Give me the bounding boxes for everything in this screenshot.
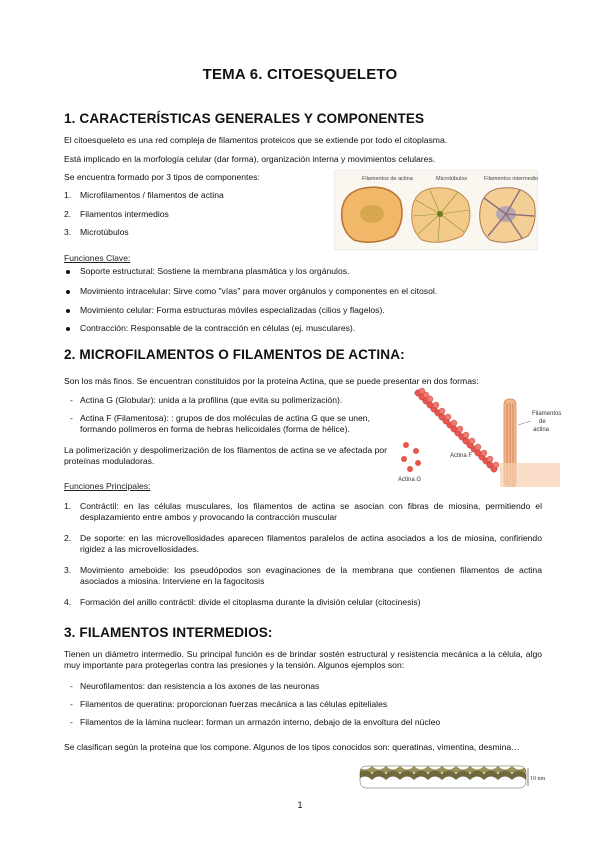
label-actina-f: Actina F [450,453,473,459]
bullet [66,309,70,313]
list-dash: - [70,681,73,691]
label-filamentos-de-actina: Filamentos [532,411,561,417]
s3-paragraph-2: Se clasifican según la proteína que los compone. Algunos de los tipos conocidos son: queratinas, vimentina, desmina… [64,742,520,752]
list-number: 3. [64,227,72,237]
bullet [66,327,70,331]
funcion-item: Soporte estructural: Sostiene la membrana plasmática y los orgánulos. [80,266,350,276]
actin-filament-figure [396,385,561,487]
actina-form-item: Actina F (Filamentosa): : grupos de dos moléculas de actina G que se unen, formando polímeros en forma de hebras helicoidales (forma de hélice). [80,413,370,434]
example-item: Neurofilamentos: dan resistencia a los axones de las neuronas [80,681,320,691]
section-2-heading: 2. MICROFILAMENTOS O FILAMENTOS DE ACTINA: [64,347,405,362]
list-number: 1. [64,501,72,511]
funcion-item: Movimiento celular: Forma estructuras móviles especializadas (cilios y flagelos). [80,305,385,315]
funcion-principal-item: De soporte: en las microvellosidades aparecen filamentos paralelos de actina asociados a los de miosina, confiriendo rigidez a las microvellosidades. [80,533,542,554]
figure-label-microtubulos: Microtúbulos [436,176,468,182]
list-dash: - [70,395,73,405]
s1-paragraph-3: Se encuentra formado por 3 tipos de componentes: [64,172,260,182]
funcion-principal-item: Movimiento ameboide: los pseudópodos son evaginaciones de la membrana que contienen filamentos de actina asociados a miosina. Interviene en la fagocitosis [80,565,542,586]
bullet [66,290,70,294]
list-dash: - [70,717,73,727]
list-dash: - [70,699,73,709]
cytoskeleton-cells-figure [334,170,538,250]
section-1-heading: 1. CARACTERÍSTICAS GENERALES Y COMPONENTES [64,111,425,126]
example-item: Filamentos de la lámina nuclear: forman un armazón interno, debajo de la envoltura del núcleo [80,717,441,727]
s1-paragraph-2: Está implicado en la morfología celular (dar forma), organización interna y movimientos celulares. [64,154,436,164]
s3-paragraph-1: Tienen un diámetro intermedio. Su principal función es de brindar sostén estructural y resistencia mecánica a la célula, algo muy importante para protegerlas contra las presiones y la tensión. Algunos ejemplos son: [64,649,542,670]
figure-label-actina: Filamentos de actina [362,176,413,182]
section-3-heading: 3. FILAMENTOS INTERMEDIOS: [64,625,273,640]
list-number: 4. [64,597,72,607]
list-number: 3. [64,565,72,575]
funcion-item: Movimiento intracelular: Sirve como "vías" para mover orgánulos y componentes en el citosol. [80,286,438,296]
page-number: 1 [297,800,303,810]
funcion-principal-item: Contráctil: en las células musculares, los filamentos de actina se asocian con fibras de miosina, permitiendo el desplazamiento entre ambos y provocando la contracción muscular [80,501,542,522]
actina-form-item: Actina G (Globular): unida a la profilina (que evita su polimerización). [80,395,343,405]
scale-label: 10 nm [530,776,546,782]
bullet [66,270,70,274]
s2-paragraph-2: La polimerización y despolimerización de los filamentos de actina se ve afectada por proteínas moduladoras. [64,445,387,466]
page-title: TEMA 6. CITOESQUELETO [202,66,398,83]
funcion-principal-item: Formación del anillo contráctil: divide el citoplasma durante la división celular (citocinesis) [80,597,421,607]
s1-paragraph-1: El citoesqueleto es una red compleja de filamentos proteicos que se extiende por todo el citoplasma. [64,135,448,145]
funcion-item: Contracción: Responsable de la contracción en células (ej. musculares). [80,323,356,333]
list-number: 2. [64,533,72,543]
label-filamentos-de-actina-2: de [539,419,546,425]
component-item: Filamentos intermedios [80,209,169,219]
figure-label-intermedios: Filamentos intermedios [484,176,538,182]
list-number: 1. [64,190,72,200]
s1-funciones-title: Funciones Clave: [64,253,131,263]
label-filamentos-de-actina-3: actina [533,427,550,433]
component-item: Microtúbulos [80,227,129,237]
list-dash: - [70,413,73,423]
label-actina-g: Actina G [398,477,422,483]
list-number: 2. [64,209,72,219]
component-item: Microfilamentos / filamentos de actina [80,190,224,200]
s2-paragraph-1: Son los más finos. Se encuentran constituidos por la proteína Actina, que se puede presentar en dos formas: [64,376,479,386]
s2-funciones-title: Funciones Principales: [64,481,151,491]
example-item: Filamentos de queratina: proporcionan fuerzas mecánica a las células epiteliales [80,699,388,709]
intermediate-filament-figure [358,762,546,792]
